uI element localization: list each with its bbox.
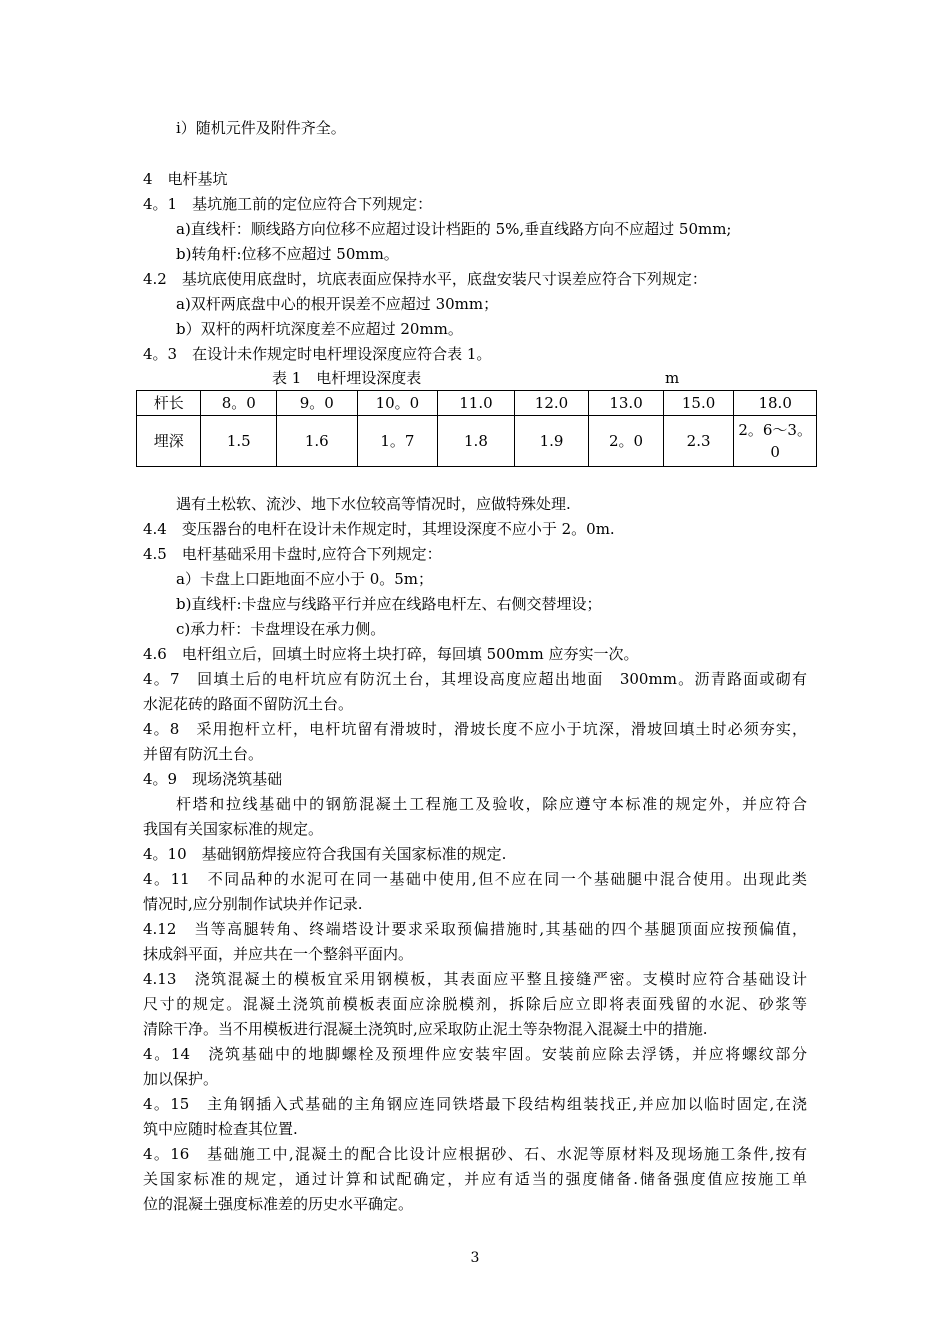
clause-4-10: 4。10 基础钢筋焊接应符合我国有关国家标准的规定. [143, 845, 507, 863]
table-row [137, 416, 817, 467]
table-cell: 2。6～3。0 [734, 416, 817, 467]
clause-4-15-cont: 筑中应随时检查其位置. [143, 1120, 298, 1138]
list-item-a: a)双杆两底盘中心的根开误差不应超过 30mm； [176, 295, 499, 313]
clause-4-13-cont: 清除干净。当不用模板进行混凝土浇筑时,应采取防止泥土等杂物混入混凝土中的措施. [143, 1020, 708, 1038]
clause-4-9: 4。9 现场浇筑基础 [143, 770, 283, 788]
clause-4-14-cont: 加以保护。 [143, 1070, 219, 1088]
clause-4-15: 4。15 主角钢插入式基础的主角钢应连同铁塔最下段结构组装找正,并应加以临时固定,在浇 [143, 1095, 807, 1113]
clause-4-8: 4。8 采用抱杆立杆，电杆坑留有滑坡时，滑坡长度不应小于坑深，滑坡回填土时必须夯实， [143, 720, 807, 738]
table-cell: 1.5 [201, 416, 277, 467]
list-item-b: b)直线杆:卡盘应与线路平行并应在线路电杆左、右侧交替埋设； [176, 595, 602, 613]
clause-4-11: 4。11 不同品种的水泥可在同一基础中使用,但不应在同一个基础腿中混合使用。出现此类 [143, 870, 807, 888]
table-row [137, 391, 817, 416]
clause-4-1: 4。1 基坑施工前的定位应符合下列规定： [143, 195, 433, 213]
table-cell: 18.0 [734, 391, 817, 416]
table-cell: 10。0 [357, 391, 438, 416]
list-item-i: i）随机元件及附件齐全。 [176, 119, 346, 137]
clause-4-7: 4。7 回填土后的电杆坑应有防沉土台，其埋设高度应超出地面 300mm。沥青路面或砌有 [143, 670, 807, 688]
clause-4-16: 4。16 基础施工中,混凝土的配合比设计应根据砂、石、水泥等原材料及现场施工条件,按有 [143, 1145, 807, 1163]
clause-4-8-cont: 并留有防沉土台。 [143, 745, 264, 763]
table-header-cell: 杆长 [137, 391, 201, 416]
table-cell: 15.0 [663, 391, 734, 416]
clause-4-6: 4.6 电杆组立后，回填土时应将土块打碎，每回填 500mm 应夯实一次。 [143, 645, 639, 663]
list-item-c: c)承力杆：卡盘埋设在承力侧。 [176, 620, 386, 638]
clause-4-16-cont: 位的混凝土强度标准差的历史水平确定。 [143, 1195, 414, 1213]
clause-4-9-cont: 我国有关国家标准的规定。 [143, 820, 324, 838]
depth-table [136, 390, 817, 467]
table-cell: 1.8 [438, 416, 515, 467]
table-cell: 13.0 [589, 391, 664, 416]
clause-4-2: 4.2 基坑底使用底盘时，坑底表面应保持水平，底盘安装尺寸误差应符合下列规定： [143, 270, 707, 288]
clause-4-11-cont: 情况时,应分别制作试块并作记录. [143, 895, 363, 913]
clause-4-5: 4.5 电杆基础采用卡盘时,应符合下列规定： [143, 545, 442, 563]
table-cell: 2.3 [663, 416, 734, 467]
list-item-a: a)直线杆：顺线路方向位移不应超过设计档距的 5%,垂直线路方向不应超过 50mm; [176, 220, 732, 238]
clause-4-12: 4.12 当等高腿转角、终端塔设计要求采取预偏措施时,其基础的四个基腿顶面应按预偏值， [143, 920, 807, 938]
table-cell: 12.0 [514, 391, 589, 416]
table-cell: 2。0 [589, 416, 664, 467]
table-cell: 11.0 [438, 391, 515, 416]
table-cell: 1.9 [514, 416, 589, 467]
clause-4-3: 4。3 在设计未作规定时电杆埋设深度应符合表 1。 [143, 345, 492, 363]
clause-4-9-body: 杆塔和拉线基础中的钢筋混凝土工程施工及验收，除应遵守本标准的规定外，并应符合 [176, 795, 807, 813]
table-header-cell: 埋深 [137, 416, 201, 467]
note-paragraph: 遇有土松软、流沙、地下水位较高等情况时，应做特殊处理. [176, 495, 571, 513]
clause-4-7-cont: 水泥花砖的路面不留防沉土台。 [143, 695, 354, 713]
list-item-b: b）双杆的两杆坑深度差不应超过 20mm。 [176, 320, 463, 338]
list-item-a: a）卡盘上口距地面不应小于 0。5m； [176, 570, 434, 588]
table-unit: m [665, 369, 680, 387]
table-cell: 9。0 [277, 391, 358, 416]
table-cell: 1。7 [357, 416, 438, 467]
page-number: 3 [470, 1250, 480, 1266]
table-cell: 8。0 [201, 391, 277, 416]
clause-4-14: 4。14 浇筑基础中的地脚螺栓及预埋件应安装牢固。安装前应除去浮锈，并应将螺纹部分 [143, 1045, 807, 1063]
clause-4-13-cont: 尺寸的规定。混凝土浇筑前模板表面应涂脱模剂，拆除后应立即将表面残留的水泥、砂浆等 [143, 995, 807, 1013]
clause-4-16-cont: 关国家标准的规定，通过计算和试配确定，并应有适当的强度储备.储备强度值应按施工单 [143, 1170, 807, 1188]
clause-4-13: 4.13 浇筑混凝土的模板宜采用钢模板，其表面应平整且接缝严密。支模时应符合基础设计 [143, 970, 807, 988]
list-item-b: b)转角杆:位移不应超过 50mm。 [176, 245, 399, 263]
table-caption: 表 1 电杆埋设深度表 [272, 369, 422, 387]
clause-4-4: 4.4 变压器台的电杆在设计未作规定时，其埋设深度不应小于 2。0m. [143, 520, 615, 538]
table-cell: 1.6 [277, 416, 358, 467]
section-heading: 4 电杆基坑 [143, 170, 228, 188]
clause-4-12-cont: 抹成斜平面，并应共在一个整斜平面内。 [143, 945, 414, 963]
